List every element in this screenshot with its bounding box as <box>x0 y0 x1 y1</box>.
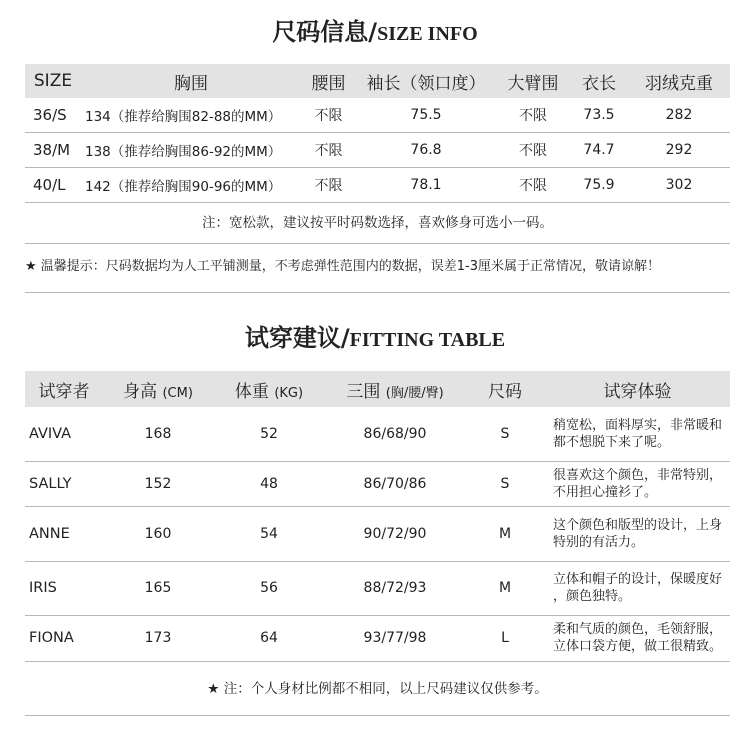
header-chest: 胸围 <box>81 64 301 98</box>
size-info-title <box>0 12 750 47</box>
size-table-header <box>25 64 730 98</box>
size-table <box>25 64 730 203</box>
cell-weight: 56 <box>213 561 325 615</box>
header-weight-unit: (KG) <box>274 385 304 401</box>
table-row <box>25 133 730 168</box>
header-measure-label: 三围 <box>346 381 381 402</box>
cell-upper-arm: 不限 <box>496 133 570 168</box>
fitting-title <box>0 318 750 353</box>
cell-name: IRIS <box>25 561 103 615</box>
cell-name: SALLY <box>25 461 103 506</box>
experience-line-1: 稍宽松，面料厚实，非常暖和 <box>553 417 723 433</box>
cell-length: 73.5 <box>570 98 628 133</box>
experience-line-1: 立体和帽子的设计，保暖度好 <box>553 572 723 587</box>
cell-down-weight: 282 <box>628 98 730 133</box>
cell-experience <box>545 461 730 506</box>
cell-name: AVIVA <box>25 407 103 461</box>
size-info-title-en: SIZE INFO <box>377 23 478 45</box>
cell-upper-arm: 不限 <box>496 98 570 133</box>
experience-line-1: 柔和气质的颜色，毛领舒服， <box>553 622 723 637</box>
cell-chest: 134（推荐给胸围82-88的MM） <box>81 98 301 133</box>
cell-fit-size: M <box>465 506 545 561</box>
cell-sleeve: 75.5 <box>356 98 496 133</box>
fitting-table <box>25 371 730 662</box>
cell-experience <box>545 561 730 615</box>
cell-fit-size: M <box>465 561 545 615</box>
size-tip: ★ 温馨提示：尺码数据均为人工平铺测量，不考虑弹性范围内的数据，误差1-3厘米属于正常情况，敬请谅解！ <box>25 244 730 293</box>
header-upper-arm: 大臂围 <box>496 64 570 98</box>
header-height-unit: (CM) <box>162 385 193 401</box>
table-row <box>25 168 730 203</box>
table-row <box>25 98 730 133</box>
cell-height: 165 <box>103 561 213 615</box>
cell-upper-arm: 不限 <box>496 168 570 203</box>
cell-height: 173 <box>103 615 213 661</box>
cell-down-weight: 292 <box>628 133 730 168</box>
cell-measure: 86/70/86 <box>325 461 465 506</box>
cell-measure: 90/72/90 <box>325 506 465 561</box>
cell-height: 152 <box>103 461 213 506</box>
experience-line-2: 立体口袋方便，做工很精致。 <box>553 639 723 654</box>
header-fit-size: 尺码 <box>465 371 545 407</box>
cell-name: ANNE <box>25 506 103 561</box>
cell-experience <box>545 615 730 661</box>
table-row <box>25 407 730 461</box>
cell-weight: 54 <box>213 506 325 561</box>
size-note: 注：宽松款，建议按平时码数选择，喜欢修身可选小一码。 <box>25 205 730 244</box>
header-height-label: 身高 <box>123 381 158 402</box>
cell-chest: 142（推荐给胸围90-96的MM） <box>81 168 301 203</box>
cell-chest: 138（推荐给胸围86-92的MM） <box>81 133 301 168</box>
header-length: 衣长 <box>570 64 628 98</box>
experience-line-2: 不用担心撞衫了。 <box>553 484 658 500</box>
cell-down-weight: 302 <box>628 168 730 203</box>
cell-fit-size: S <box>465 407 545 461</box>
cell-height: 160 <box>103 506 213 561</box>
header-sleeve: 袖长（领口度） <box>356 64 496 98</box>
header-tester: 试穿者 <box>25 371 103 407</box>
fitting-title-cn: 试穿建议/ <box>244 324 350 352</box>
cell-size: 40/L <box>25 168 81 203</box>
experience-line-1: 这个颜色和版型的设计，上身 <box>553 517 723 533</box>
table-row <box>25 561 730 615</box>
cell-waist: 不限 <box>301 133 356 168</box>
cell-measure: 93/77/98 <box>325 615 465 661</box>
cell-measure: 88/72/93 <box>325 561 465 615</box>
header-measure <box>325 371 465 407</box>
table-row <box>25 461 730 506</box>
cell-fit-size: L <box>465 615 545 661</box>
cell-sleeve: 78.1 <box>356 168 496 203</box>
cell-weight: 64 <box>213 615 325 661</box>
header-weight-label: 体重 <box>234 381 269 402</box>
cell-length: 74.7 <box>570 133 628 168</box>
experience-line-2: 都不想脱下来了呢。 <box>553 434 671 450</box>
cell-experience <box>545 407 730 461</box>
cell-weight: 52 <box>213 407 325 461</box>
experience-line-1: 很喜欢这个颜色，非常特别， <box>553 467 723 483</box>
cell-sleeve: 76.8 <box>356 133 496 168</box>
table-row <box>25 615 730 661</box>
experience-line-2: ，颜色独特。 <box>553 589 632 604</box>
header-weight <box>213 371 325 407</box>
cell-size: 36/S <box>25 98 81 133</box>
experience-line-2: 特别的有活力。 <box>553 534 645 550</box>
cell-measure: 86/68/90 <box>325 407 465 461</box>
fitting-note: ★ 注：个人身材比例都不相同，以上尺码建议仅供参考。 <box>25 663 730 716</box>
header-experience: 试穿体验 <box>545 371 730 407</box>
cell-name: FIONA <box>25 615 103 661</box>
header-height <box>103 371 213 407</box>
cell-weight: 48 <box>213 461 325 506</box>
header-down-weight: 羽绒克重 <box>628 64 730 98</box>
table-row <box>25 506 730 561</box>
cell-size: 38/M <box>25 133 81 168</box>
cell-experience <box>545 506 730 561</box>
cell-waist: 不限 <box>301 98 356 133</box>
size-info-title-cn: 尺码信息/ <box>272 18 378 46</box>
cell-fit-size: S <box>465 461 545 506</box>
cell-length: 75.9 <box>570 168 628 203</box>
fitting-table-header <box>25 371 730 407</box>
header-measure-unit: (胸/腰/臀) <box>385 385 444 401</box>
fitting-title-en: FITTING TABLE <box>349 329 506 351</box>
cell-waist: 不限 <box>301 168 356 203</box>
cell-height: 168 <box>103 407 213 461</box>
header-size: SIZE <box>25 64 81 98</box>
header-waist: 腰围 <box>301 64 356 98</box>
